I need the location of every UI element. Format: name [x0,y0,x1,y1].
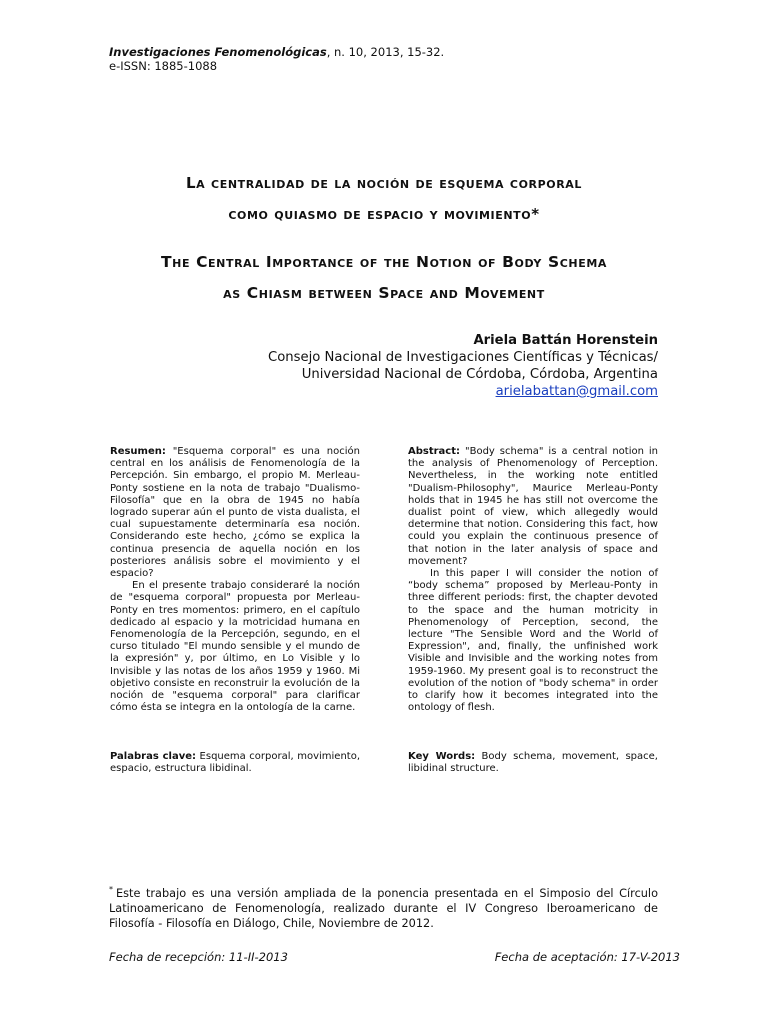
title-english-line-1: The Central Importance of the Notion of Body Schema [160,253,608,271]
abstract-english-label: Abstract: [408,446,461,457]
author-email-link[interactable]: arielabattan@gmail.com [495,384,658,399]
journal-header [109,45,444,73]
keywords-english [408,751,658,775]
abstract-english [408,446,658,714]
journal-citation-line [109,45,444,59]
journal-issn: e-ISSN: 1885-1088 [109,59,218,73]
author-name: Ariela Battán Horenstein [473,333,658,348]
keywords-english-text: Body schema, movement, space, libidinal structure. [408,751,658,775]
received-date: Fecha de recepción: 11-II-2013 [109,950,288,964]
abstract-english-text-1: "Body schema" is a central notion in the analysis of Phenomenology of Perception. Nevertheless, in the working note entitled "Dualism-Philosophy", Maurice Merleau-Ponty holds that in 1945 he has still not overcome the dualist point of view, which allegedly would determine that notion. Considering this fact, how could you explain the continuous presence of that notion in the later analysis of space and movement? [408,446,659,567]
abstract-spanish [110,446,360,714]
keywords-spanish [110,751,360,775]
author-affiliation-line-2: Universidad Nacional de Córdoba, Córdoba, Argentina [301,367,658,382]
abstract-english-paragraph-2: In this paper I will consider the notion of “body schema” proposed by Merleau-Ponty in three different periods: first, the chapter devoted to the space and the human motricity in Phenomenology of Perception, second, the lecture "The Sensible Word and the World of Expression", and, finally, the unfinished work Visible and Invisible and the working notes from 1959-1960. My present goal is to reconstruct the evolution of the notion of "body schema" in order to clarify how it becomes integrated into the ontology of flesh. [408,568,658,714]
title-spanish-line-2: como quiasmo de espacio y movimiento* [228,205,540,223]
abstract-spanish-label: Resumen: [110,446,166,457]
footnote [109,882,658,931]
title-english-line-2: as Chiasm between Space and Movement [223,284,545,302]
keywords-spanish-label: Palabras clave: [110,751,197,762]
abstract-spanish-text-1: "Esquema corporal" es una noción central en los análisis de Fenomenología de la Percepción. Sin embargo, el propio M. Merleau-Ponty sostiene en la nota de trabajo "Dualismo-Filosofía" que en la obra de 1945 no había logrado superar aún el punto de vista dualista, el cual supuestamente determinaría esa noción. Considerando este hecho, ¿cómo se explica la continua presencia de aquella noción en los posteriores análisis sobre el movimiento y el espacio? [110,446,360,580]
footnote-text: Este trabajo es una versión ampliada de la ponencia presentada en el Simposio del Círculo Latinoamericano de Fenomenología, realizado durante el IV Congreso Iberoamericano de Filosofía - Filosofía en Diálogo, Chile, Noviembre de 2012. [109,886,658,930]
abstract-spanish-paragraph-1 [110,446,360,580]
footnote-mark: * [109,885,113,894]
keywords-english-label: Key Words: [408,751,476,762]
title-spanish-line-1: La centralidad de la noción de esquema corporal [185,174,583,192]
journal-name: Investigaciones Fenomenológicas [109,45,327,59]
abstract-english-paragraph-1 [408,446,658,568]
author-affiliation-line-1: Consejo Nacional de Investigaciones Científicas y Técnicas/ [267,350,658,365]
journal-citation: , n. 10, 2013, 15-32. [326,45,445,59]
author-block [268,332,658,400]
accepted-date: Fecha de aceptación: 17-V-2013 [494,950,680,964]
keywords-spanish-text: Esquema corporal, movimiento, espacio, estructura libidinal. [110,751,360,775]
abstract-spanish-paragraph-2: En el presente trabajo consideraré la noción de "esquema corporal" propuesta por Merleau-Ponty en tres momentos: primero, en el capítulo dedicado al espacio y la motricidad humana en Fenomenología de la Percepción, segundo, en el curso titulado "El mundo sensible y el mundo de la expresión" y, por último, en Lo Visible y lo Invisible y las notas de los años 1959 y 1960. Mi objetivo consiste en reconstruir la evolución de la noción de "esquema corporal" para clarificar cómo ésta se integra en la ontología de la carne. [110,580,360,714]
